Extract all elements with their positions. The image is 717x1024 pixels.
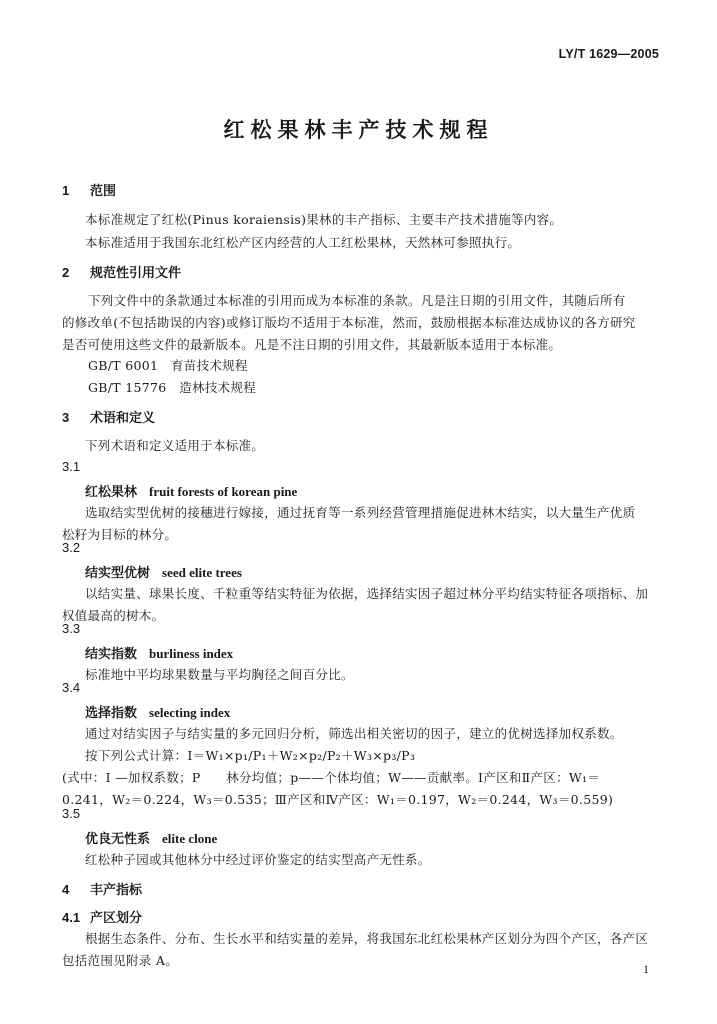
paragraph-line: 的修改单(不包括勘误的内容)或修订版均不适用于本标准，然而，鼓励根据本标准达成协议的各方研究	[62, 315, 636, 330]
section-title: 丰产指标	[90, 883, 143, 898]
term-english: burliness index	[149, 646, 234, 661]
paragraph-line: 包括范围见附录 A。	[62, 953, 179, 968]
paragraph-line: 下列文件中的条款通过本标准的引用而成为本标准的条款。凡是注日期的引用文件，其随后所有	[88, 293, 626, 308]
term-chinese: 结实指数	[85, 647, 138, 662]
term-number: 3.3	[62, 621, 81, 636]
document-title: 红松果林丰产技术规程	[223, 117, 494, 142]
subsection-heading	[62, 907, 142, 926]
section-number: 2	[62, 265, 70, 280]
term-number: 3.2	[62, 540, 81, 555]
paragraph-line: 通过对结实因子与结实量的多元回归分析，筛选出相关密切的因子，建立的优树选择加权系数。	[85, 726, 623, 741]
term-heading	[85, 828, 217, 847]
paragraph: 下列术语和定义适用于本标准。	[85, 438, 265, 453]
paragraph: 本标准适用于我国东北红松产区内经营的人工红松果林，天然林可参照执行。	[85, 235, 521, 250]
term-chinese: 优良无性系	[85, 832, 151, 847]
subsection-number: 4.1	[62, 910, 81, 925]
reference-item: GB/T 15776 造林技术规程	[88, 380, 257, 395]
term-english: fruit forests of korean pine	[149, 484, 298, 499]
paragraph-line: 是否可使用这些文件的最新版本。凡是不注日期的引用文件，其最新版本适用于本标准。	[62, 337, 562, 352]
term-number: 3.5	[62, 806, 81, 821]
term-heading	[85, 702, 230, 721]
paragraph: 本标准规定了红松(Pinus koraiensis)果林的丰产指标、主要丰产技术措施等内容。	[85, 212, 563, 227]
section-2-heading	[62, 262, 181, 281]
term-english: seed elite trees	[162, 565, 242, 580]
paragraph-line: 松籽为目标的林分。	[62, 527, 178, 542]
paragraph-line: 以结实量、球果长度、千粒重等结实特征为依据，选择结实因子超过林分平均结实特征各项指标、加	[85, 586, 649, 601]
term-heading	[85, 562, 242, 581]
section-4-heading	[62, 879, 142, 898]
paragraph-line: 标准地中平均球果数量与平均胸径之间百分比。	[85, 667, 354, 682]
paragraph-line: (式中：I —加权系数；P 林分均值；p——个体均值；W——贡献率。Ⅰ产区和Ⅱ产区：W₁＝	[62, 770, 601, 785]
term-chinese: 结实型优树	[85, 566, 151, 581]
section-number: 4	[62, 882, 70, 897]
formula: 按下列公式计算：I＝W₁×p₁/P₁＋W₂×p₂/P₂＋W₃×p₃/P₃	[85, 748, 416, 763]
paragraph-line: 0.241，W₂＝0.224，W₃＝0.535；Ⅲ产区和Ⅳ产区：W₁＝0.197，W₂＝0.244，W₃＝0.559)	[62, 792, 614, 807]
term-chinese: 选择指数	[85, 706, 138, 721]
section-number: 1	[62, 183, 70, 198]
page-number: 1	[643, 962, 649, 976]
paragraph-line: 权值最高的树木。	[62, 608, 165, 623]
section-title: 术语和定义	[90, 411, 156, 426]
standard-code: LY/T 1629—2005	[558, 47, 659, 61]
term-english: selecting index	[149, 705, 231, 720]
term-heading	[85, 481, 297, 500]
section-title: 规范性引用文件	[90, 266, 182, 281]
term-number: 3.1	[62, 459, 81, 474]
paragraph-line: 根据生态条件、分布、生长水平和结实量的差异，将我国东北红松果林产区划分为四个产区，各产区	[85, 931, 649, 946]
section-title: 范围	[90, 184, 117, 199]
section-3-heading	[62, 407, 155, 426]
term-number: 3.4	[62, 680, 81, 695]
section-number: 3	[62, 410, 70, 425]
term-english: elite clone	[162, 831, 218, 846]
paragraph-line: 红松种子园或其他林分中经过评价鉴定的结实型高产无性系。	[85, 852, 431, 867]
term-heading	[85, 643, 233, 662]
subsection-title: 产区划分	[90, 911, 143, 926]
reference-item: GB/T 6001 育苗技术规程	[88, 358, 248, 373]
section-1-heading	[62, 180, 116, 199]
term-chinese: 红松果林	[85, 485, 138, 500]
paragraph-line: 选取结实型优树的接穗进行嫁接，通过抚育等一系列经营管理措施促进林木结实，以大量生产优质	[85, 505, 636, 520]
